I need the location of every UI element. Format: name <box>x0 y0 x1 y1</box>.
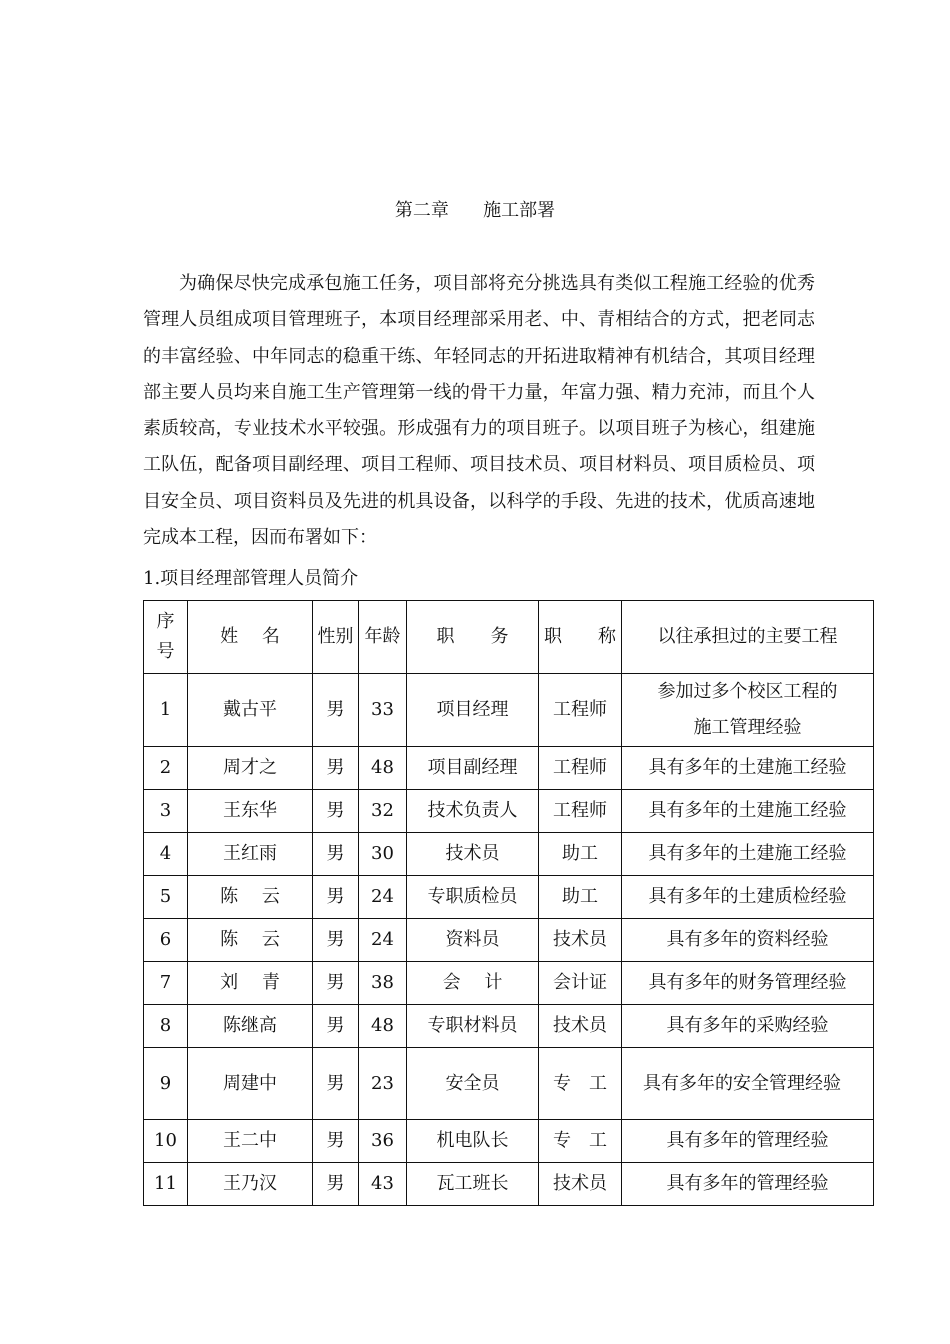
table-row <box>144 919 874 962</box>
cell-experience: 具有多年的土建施工经验 <box>622 790 874 833</box>
header-experience: 以往承担过的主要工程 <box>622 601 874 674</box>
cell-name: 刘 青 <box>188 962 313 1005</box>
cell-sex: 男 <box>313 833 359 876</box>
cell-age: 43 <box>359 1163 407 1206</box>
cell-name: 王二中 <box>188 1120 313 1163</box>
cell-experience: 具有多年的资料经验 <box>622 919 874 962</box>
cell-seq: 8 <box>144 1005 188 1048</box>
cell-seq: 10 <box>144 1120 188 1163</box>
cell-age: 32 <box>359 790 407 833</box>
cell-sex: 男 <box>313 1120 359 1163</box>
cell-title: 助工 <box>539 876 622 919</box>
cell-seq: 11 <box>144 1163 188 1206</box>
cell-title: 会计证 <box>539 962 622 1005</box>
cell-age: 33 <box>359 674 407 747</box>
cell-name: 王乃汉 <box>188 1163 313 1206</box>
cell-seq: 5 <box>144 876 188 919</box>
cell-title: 专 工 <box>539 1120 622 1163</box>
cell-name: 戴古平 <box>188 674 313 747</box>
cell-seq: 3 <box>144 790 188 833</box>
cell-sex: 男 <box>313 674 359 747</box>
cell-duty: 技术负责人 <box>407 790 539 833</box>
cell-sex: 男 <box>313 1048 359 1120</box>
cell-duty: 会 计 <box>407 962 539 1005</box>
table-row <box>144 1163 874 1206</box>
cell-seq: 9 <box>144 1048 188 1120</box>
cell-age: 48 <box>359 1005 407 1048</box>
cell-duty: 专职材料员 <box>407 1005 539 1048</box>
cell-seq: 4 <box>144 833 188 876</box>
cell-age: 24 <box>359 919 407 962</box>
cell-sex: 男 <box>313 790 359 833</box>
section-heading: 1.项目经理部管理人员简介 <box>143 568 359 589</box>
cell-name: 陈 云 <box>188 919 313 962</box>
cell-name: 陈继高 <box>188 1005 313 1048</box>
cell-experience: 具有多年的财务管理经验 <box>622 962 874 1005</box>
cell-experience: 参加过多个校区工程的 施工管理经验 <box>622 674 874 747</box>
cell-seq: 6 <box>144 919 188 962</box>
cell-age: 30 <box>359 833 407 876</box>
cell-sex: 男 <box>313 876 359 919</box>
cell-experience: 具有多年的采购经验 <box>622 1005 874 1048</box>
cell-name: 王东华 <box>188 790 313 833</box>
chapter-title: 第二章 施工部署 <box>394 200 556 221</box>
table-row <box>144 833 874 876</box>
cell-experience: 具有多年的管理经验 <box>622 1163 874 1206</box>
cell-sex: 男 <box>313 1005 359 1048</box>
cell-experience: 具有多年的土建施工经验 <box>622 747 874 790</box>
table-row <box>144 876 874 919</box>
cell-title: 技术员 <box>539 1163 622 1206</box>
table-row <box>144 747 874 790</box>
intro-paragraph: 为确保尽快完成承包施工任务，项目部将充分挑选具有类似工程施工经验的优秀管理人员组成项目管理班子，本项目经理部采用老、中、青相结合的方式，把老同志的丰富经验、中年同志的稳重干练、年轻同志的开拓进取精神有机结合，其项目经理部主要人员均来自施工生产管理第一线的骨干力量，年富力强、精力充沛，而且个人素质较高，专业技术水平较强。形成强有力的项目班子。以项目班子为核心，组建施工队伍，配备项目副经理、项目工程师、项目技术员、项目材料员、项目质检员、项目安全员、项目资料员及先进的机具设备，以科学的手段、先进的技术，优质高速地完成本工程，因而布署如下： <box>143 273 815 549</box>
cell-sex: 男 <box>313 919 359 962</box>
table-row <box>144 674 874 747</box>
cell-duty: 项目经理 <box>407 674 539 747</box>
header-name: 姓 名 <box>188 601 313 674</box>
cell-seq: 2 <box>144 747 188 790</box>
cell-duty: 资料员 <box>407 919 539 962</box>
staff-table-header <box>144 601 874 674</box>
cell-sex: 男 <box>313 1163 359 1206</box>
cell-experience: 具有多年的土建施工经验 <box>622 833 874 876</box>
header-age: 年龄 <box>359 601 407 674</box>
cell-experience: 具有多年的管理经验 <box>622 1120 874 1163</box>
header-seq: 序 号 <box>144 601 188 674</box>
cell-title: 工程师 <box>539 674 622 747</box>
cell-name: 陈 云 <box>188 876 313 919</box>
cell-duty: 专职质检员 <box>407 876 539 919</box>
cell-age: 36 <box>359 1120 407 1163</box>
cell-duty: 项目副经理 <box>407 747 539 790</box>
cell-title: 工程师 <box>539 790 622 833</box>
cell-age: 24 <box>359 876 407 919</box>
header-sex: 性别 <box>313 601 359 674</box>
cell-duty: 安全员 <box>407 1048 539 1120</box>
table-row <box>144 1048 874 1120</box>
cell-age: 48 <box>359 747 407 790</box>
cell-title: 技术员 <box>539 1005 622 1048</box>
cell-seq: 7 <box>144 962 188 1005</box>
cell-title: 工程师 <box>539 747 622 790</box>
cell-title: 助工 <box>539 833 622 876</box>
header-row <box>144 601 874 674</box>
cell-name: 周建中 <box>188 1048 313 1120</box>
cell-title: 技术员 <box>539 919 622 962</box>
cell-name: 周才之 <box>188 747 313 790</box>
table-row <box>144 790 874 833</box>
cell-duty: 瓦工班长 <box>407 1163 539 1206</box>
cell-name: 王红雨 <box>188 833 313 876</box>
table-row <box>144 1120 874 1163</box>
cell-sex: 男 <box>313 962 359 1005</box>
header-duty: 职 务 <box>407 601 539 674</box>
table-row <box>144 1005 874 1048</box>
table-row <box>144 962 874 1005</box>
cell-duty: 技术员 <box>407 833 539 876</box>
cell-experience: 具有多年的安全管理经验 <box>622 1048 874 1120</box>
cell-seq: 1 <box>144 674 188 747</box>
staff-table-body <box>144 674 874 1206</box>
cell-title: 专 工 <box>539 1048 622 1120</box>
header-title: 职 称 <box>539 601 622 674</box>
staff-table <box>143 600 874 1206</box>
cell-duty: 机电队长 <box>407 1120 539 1163</box>
cell-age: 23 <box>359 1048 407 1120</box>
cell-experience: 具有多年的土建质检经验 <box>622 876 874 919</box>
cell-age: 38 <box>359 962 407 1005</box>
cell-sex: 男 <box>313 747 359 790</box>
